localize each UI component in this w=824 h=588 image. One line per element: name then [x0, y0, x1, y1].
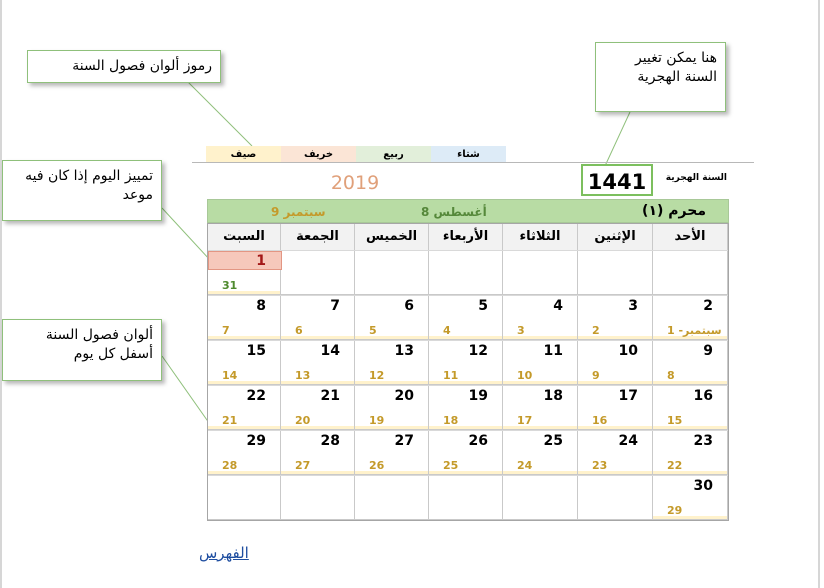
top-divider — [192, 162, 754, 163]
calendar-day[interactable] — [653, 476, 728, 520]
season-summer: صيف — [206, 146, 281, 163]
calendar-day[interactable] — [208, 476, 281, 520]
gregorian-day-number: 8 — [667, 369, 675, 382]
season-winter: شتاء — [431, 146, 506, 163]
hijri-day-number: 15 — [246, 343, 266, 359]
connector-today — [162, 208, 210, 260]
calendar-day[interactable] — [578, 251, 653, 295]
calendar-day[interactable] — [281, 341, 355, 385]
calendar-day[interactable] — [578, 386, 653, 430]
gregorian-day-number: 2 — [592, 324, 600, 337]
right-border — [818, 0, 820, 588]
callout-text: هنا يمكن تغيير السنة الهجرية — [635, 50, 717, 85]
calendar-day[interactable] — [653, 251, 728, 295]
calendar-day[interactable] — [281, 476, 355, 520]
gregorian-month-august: أغسطس 8 — [421, 205, 487, 219]
calendar-day[interactable] — [355, 251, 429, 295]
gregorian-day-number: 7 — [222, 324, 230, 337]
callout-today — [2, 160, 162, 221]
hijri-day-number: 4 — [553, 298, 563, 314]
gregorian-year: 2019 — [330, 172, 380, 194]
weekday-header-row — [208, 224, 728, 250]
gregorian-day-number: 9 — [592, 369, 600, 382]
hijri-day-number: 5 — [478, 298, 488, 314]
calendar-day[interactable] — [281, 386, 355, 430]
calendar-day[interactable] — [578, 476, 653, 520]
connector-season-legend — [188, 82, 252, 146]
hijri-day-number: 30 — [693, 478, 713, 494]
hijri-day-number: 20 — [394, 388, 414, 404]
hijri-day-number: 9 — [703, 343, 713, 359]
gregorian-day-number: 11 — [443, 369, 459, 382]
gregorian-day-number: 28 — [222, 459, 238, 472]
hijri-day-number: 11 — [543, 343, 563, 359]
hijri-year-label: السنة الهجرية — [665, 173, 727, 183]
gregorian-day-number: 21 — [222, 414, 238, 427]
gregorian-day-number: 25 — [443, 459, 459, 472]
calendar-day[interactable] — [429, 341, 503, 385]
hijri-day-number: 23 — [693, 433, 713, 449]
hijri-day-number: 6 — [404, 298, 414, 314]
hijri-day-number: 14 — [320, 343, 340, 359]
gregorian-day-number: 16 — [592, 414, 608, 427]
season-legend — [206, 146, 506, 163]
weekday-day-friday: الجمعة — [281, 224, 355, 250]
calendar-day[interactable] — [653, 386, 728, 430]
callout-change-year — [595, 42, 726, 112]
hijri-year-input[interactable]: 1441 — [581, 164, 653, 196]
gregorian-day-number: 17 — [517, 414, 533, 427]
calendar-day[interactable] — [578, 341, 653, 385]
calendar-day-today[interactable] — [208, 251, 281, 295]
hijri-day-number: 19 — [468, 388, 488, 404]
callout-text: رموز ألوان فصول السنة — [72, 58, 212, 74]
callout-season-colors — [2, 319, 162, 381]
hijri-day-number: 12 — [468, 343, 488, 359]
weekday-day-sunday: الأحد — [653, 224, 728, 250]
gregorian-day-number: 14 — [222, 369, 238, 382]
weekday-day-tuesday: الثلاثاء — [503, 224, 578, 250]
gregorian-month-september: سبتمبر 9 — [271, 205, 326, 219]
gregorian-day-number: 19 — [369, 414, 385, 427]
calendar-day[interactable] — [208, 386, 281, 430]
hijri-day-number: 28 — [320, 433, 340, 449]
callout-text: تمييز اليوم إذا كان فيه موعد — [25, 168, 153, 203]
hijri-day-number: 24 — [618, 433, 638, 449]
hijri-day-number: 1 — [256, 253, 266, 269]
hijri-day-number: 18 — [543, 388, 563, 404]
calendar-day[interactable] — [208, 341, 281, 385]
gregorian-day-number: 18 — [443, 414, 459, 427]
hijri-day-number: 16 — [693, 388, 713, 404]
hijri-day-number: 3 — [628, 298, 638, 314]
callout-season-legend — [27, 50, 221, 83]
hijri-month: محرم (١) — [642, 203, 706, 219]
calendar-day[interactable] — [503, 296, 578, 340]
gregorian-day-number: 24 — [517, 459, 533, 472]
weekday-day-monday: الإثنين — [578, 224, 653, 250]
hijri-day-number: 7 — [330, 298, 340, 314]
month-header — [207, 199, 729, 223]
connector-year — [605, 112, 630, 166]
hijri-day-number: 17 — [618, 388, 638, 404]
weekday-day-thursday: الخميس — [355, 224, 429, 250]
hijri-day-number: 13 — [394, 343, 414, 359]
gregorian-day-number: 6 — [295, 324, 303, 337]
calendar-day[interactable] — [429, 386, 503, 430]
gregorian-day-number: 31 — [222, 279, 238, 292]
gregorian-day-number: 12 — [369, 369, 385, 382]
calendar-day[interactable] — [281, 431, 355, 475]
gregorian-day-number: 20 — [295, 414, 311, 427]
calendar-day[interactable] — [355, 476, 429, 520]
index-link[interactable]: الفهرس — [199, 544, 249, 562]
left-border — [0, 0, 2, 588]
calendar-day[interactable] — [503, 476, 578, 520]
calendar-day[interactable] — [578, 296, 653, 340]
gregorian-day-number: 29 — [667, 504, 683, 517]
callout-text: ألوان فصول السنة أسفل كل يوم — [45, 327, 153, 362]
calendar-day[interactable] — [355, 341, 429, 385]
gregorian-day-number: 26 — [369, 459, 385, 472]
calendar-day[interactable] — [355, 386, 429, 430]
calendar-day[interactable] — [208, 431, 281, 475]
gregorian-day-number: 10 — [517, 369, 533, 382]
hijri-day-number: 21 — [320, 388, 340, 404]
weekday-day-saturday: السبت — [208, 224, 281, 250]
hijri-day-number: 29 — [246, 433, 266, 449]
calendar-day[interactable] — [429, 431, 503, 475]
calendar-day[interactable] — [503, 431, 578, 475]
calendar-day[interactable] — [653, 296, 728, 340]
calendar-day[interactable] — [355, 296, 429, 340]
today-highlight — [208, 251, 282, 270]
gregorian-day-number: 22 — [667, 459, 683, 472]
gregorian-day-number: 4 — [443, 324, 451, 337]
calendar-day[interactable] — [503, 251, 578, 295]
gregorian-day-number: 13 — [295, 369, 311, 382]
calendar-day[interactable] — [503, 386, 578, 430]
calendar-day[interactable] — [578, 431, 653, 475]
calendar-day[interactable] — [429, 476, 503, 520]
calendar-day[interactable] — [208, 296, 281, 340]
weekday-day-wednesday: الأربعاء — [429, 224, 503, 250]
hijri-day-number: 2 — [703, 298, 713, 314]
hijri-day-number: 10 — [618, 343, 638, 359]
season-spring: ربيع — [356, 146, 431, 163]
hijri-year-selector — [581, 164, 727, 198]
gregorian-day-number: 23 — [592, 459, 608, 472]
gregorian-day-number: 5 — [369, 324, 377, 337]
calendar-day[interactable] — [429, 296, 503, 340]
hijri-day-number: 8 — [256, 298, 266, 314]
hijri-day-number: 25 — [543, 433, 563, 449]
calendar-day[interactable] — [653, 341, 728, 385]
calendar-day[interactable] — [429, 251, 503, 295]
season-autumn: خريف — [281, 146, 356, 163]
hijri-day-number: 22 — [246, 388, 266, 404]
gregorian-day-number: 27 — [295, 459, 311, 472]
hijri-day-number: 26 — [468, 433, 488, 449]
calendar-day[interactable] — [355, 431, 429, 475]
gregorian-day-number: 3 — [517, 324, 525, 337]
calendar-day[interactable] — [281, 251, 355, 295]
hijri-day-number: 27 — [394, 433, 414, 449]
calendar-day[interactable] — [503, 341, 578, 385]
calendar-grid — [207, 223, 729, 521]
calendar-day[interactable] — [281, 296, 355, 340]
calendar-day[interactable] — [653, 431, 728, 475]
gregorian-day-number: سبتمبر- 1 — [667, 324, 722, 337]
gregorian-day-number: 15 — [667, 414, 683, 427]
